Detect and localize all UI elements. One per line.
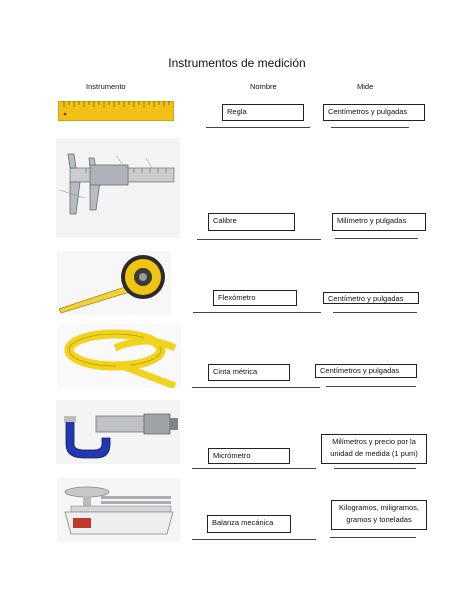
answer-line [334,468,416,469]
answer-line [331,127,409,128]
answer-line [193,312,321,313]
answer-line [192,387,320,388]
measuring-tape-image [57,324,181,388]
answer-box-measures: Milímetros y precio por la unidad de medida (1 pum) [321,434,427,464]
answer-box-name: Calibre [208,213,295,231]
answer-line [326,386,416,387]
answer-box-measures: Centímetros y pulgadas [323,104,425,121]
micrometer-image [56,400,180,464]
answer-line [192,468,316,469]
answer-box-measures: Milímetro y pulgadas [332,213,426,231]
answer-line [192,539,316,540]
header-instrument: Instrumento [86,82,126,91]
answer-box-measures: Kilogramos, miligramos, gramos y toneladas [331,500,427,530]
header-measures: Mide [357,82,374,91]
answer-box-name: Cinta métrica [208,364,290,381]
answer-line [206,127,310,128]
answer-line [197,239,321,240]
answer-box-name: Micrómetro [208,448,290,464]
balance-scale-image [57,478,181,542]
page-title: Instrumentos de medición [168,56,306,70]
answer-box-measures: Centímetro y pulgadas [323,292,419,304]
answer-box-name: Regla [222,104,304,121]
header-name: Nombre [250,82,277,91]
answer-line [335,238,418,239]
answer-box-measures: Centímetros y pulgadas [315,364,417,378]
caliper-image [56,138,180,238]
answer-box-name: Flexómetro [213,290,297,306]
answer-line [330,537,416,538]
answer-box-name: Balanza mecánica [207,515,291,533]
tape-measure-image [57,251,171,315]
answer-line [333,312,417,313]
ruler-image [58,101,174,121]
